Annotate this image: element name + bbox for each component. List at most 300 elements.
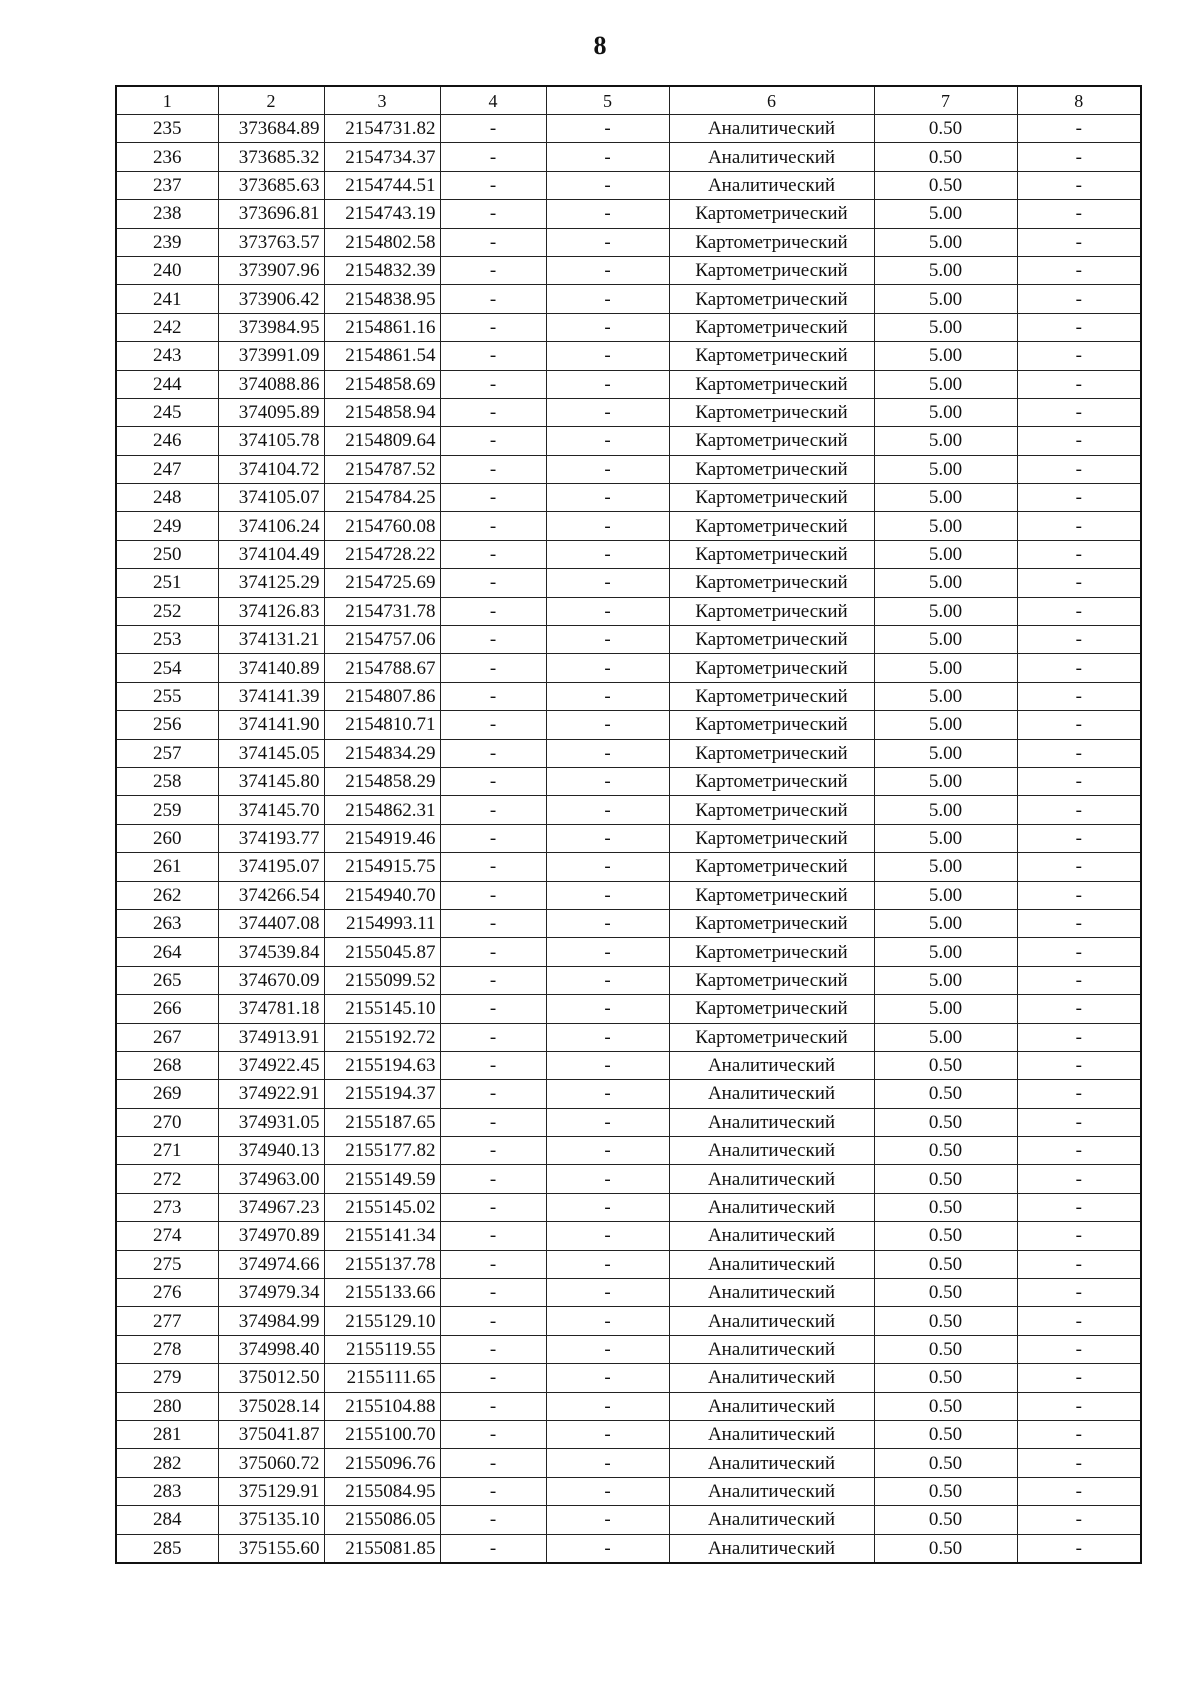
table-cell-col-2: 373685.63 bbox=[218, 171, 324, 199]
table-cell-col-6: Картометрический bbox=[669, 626, 874, 654]
table-row bbox=[116, 597, 1141, 625]
table-cell-col-5: - bbox=[546, 682, 669, 710]
table-cell-col-4: - bbox=[440, 455, 546, 483]
table-cell-col-2: 374984.99 bbox=[218, 1307, 324, 1335]
table-cell-col-6: Картометрический bbox=[669, 370, 874, 398]
table-cell-col-2: 374125.29 bbox=[218, 569, 324, 597]
table-header-row bbox=[116, 86, 1141, 115]
table-cell-col-8: - bbox=[1017, 1392, 1141, 1420]
table-cell-col-1: 269 bbox=[116, 1080, 218, 1108]
table-cell-col-7: 5.00 bbox=[874, 597, 1017, 625]
table-cell-col-5: - bbox=[546, 626, 669, 654]
table-cell-col-8: - bbox=[1017, 1051, 1141, 1079]
table-cell-col-6: Картометрический bbox=[669, 938, 874, 966]
table-cell-col-4: - bbox=[440, 1534, 546, 1563]
table-cell-col-5: - bbox=[546, 739, 669, 767]
table-cell-col-1: 260 bbox=[116, 824, 218, 852]
table-cell-col-2: 373763.57 bbox=[218, 228, 324, 256]
table-cell-col-4: - bbox=[440, 1193, 546, 1221]
table-cell-col-7: 5.00 bbox=[874, 200, 1017, 228]
table-cell-col-5: - bbox=[546, 228, 669, 256]
table-cell-col-5: - bbox=[546, 342, 669, 370]
table-cell-col-7: 0.50 bbox=[874, 1108, 1017, 1136]
table-cell-col-1: 252 bbox=[116, 597, 218, 625]
table-row bbox=[116, 1051, 1141, 1079]
table-cell-col-7: 5.00 bbox=[874, 398, 1017, 426]
table-cell-col-5: - bbox=[546, 966, 669, 994]
table-cell-col-6: Картометрический bbox=[669, 767, 874, 795]
table-cell-col-4: - bbox=[440, 143, 546, 171]
table-cell-col-2: 375135.10 bbox=[218, 1506, 324, 1534]
table-row bbox=[116, 881, 1141, 909]
table-cell-col-4: - bbox=[440, 427, 546, 455]
table-cell-col-3: 2154858.94 bbox=[324, 398, 440, 426]
table-cell-col-6: Картометрический bbox=[669, 654, 874, 682]
table-cell-col-6: Картометрический bbox=[669, 484, 874, 512]
table-cell-col-6: Аналитический bbox=[669, 1392, 874, 1420]
table-cell-col-7: 0.50 bbox=[874, 1335, 1017, 1363]
table-cell-col-8: - bbox=[1017, 512, 1141, 540]
table-cell-col-5: - bbox=[546, 370, 669, 398]
table-cell-col-8: - bbox=[1017, 540, 1141, 568]
table-row bbox=[116, 512, 1141, 540]
table-cell-col-1: 248 bbox=[116, 484, 218, 512]
table-cell-col-7: 5.00 bbox=[874, 484, 1017, 512]
table-row bbox=[116, 1023, 1141, 1051]
table-cell-col-4: - bbox=[440, 881, 546, 909]
table-cell-col-8: - bbox=[1017, 739, 1141, 767]
table-cell-col-5: - bbox=[546, 1506, 669, 1534]
table-cell-col-4: - bbox=[440, 228, 546, 256]
table-cell-col-4: - bbox=[440, 1449, 546, 1477]
table-cell-col-6: Картометрический bbox=[669, 540, 874, 568]
table-cell-col-1: 245 bbox=[116, 398, 218, 426]
table-cell-col-7: 5.00 bbox=[874, 881, 1017, 909]
table-cell-col-4: - bbox=[440, 1137, 546, 1165]
table-cell-col-8: - bbox=[1017, 909, 1141, 937]
table-cell-col-5: - bbox=[546, 313, 669, 341]
table-cell-col-4: - bbox=[440, 313, 546, 341]
table-cell-col-3: 2155111.65 bbox=[324, 1364, 440, 1392]
table-cell-col-2: 373984.95 bbox=[218, 313, 324, 341]
table-cell-col-7: 5.00 bbox=[874, 313, 1017, 341]
table-cell-col-1: 271 bbox=[116, 1137, 218, 1165]
table-cell-col-6: Аналитический bbox=[669, 1506, 874, 1534]
table-cell-col-7: 5.00 bbox=[874, 228, 1017, 256]
table-cell-col-2: 374922.91 bbox=[218, 1080, 324, 1108]
table-cell-col-6: Аналитический bbox=[669, 1477, 874, 1505]
table-cell-col-5: - bbox=[546, 512, 669, 540]
table-cell-col-2: 373906.42 bbox=[218, 285, 324, 313]
table-row bbox=[116, 995, 1141, 1023]
table-row bbox=[116, 909, 1141, 937]
table-cell-col-8: - bbox=[1017, 1193, 1141, 1221]
table-cell-col-7: 0.50 bbox=[874, 1364, 1017, 1392]
table-cell-col-5: - bbox=[546, 881, 669, 909]
table-cell-col-2: 374145.70 bbox=[218, 796, 324, 824]
table-cell-col-5: - bbox=[546, 115, 669, 143]
table-cell-col-3: 2154734.37 bbox=[324, 143, 440, 171]
table-cell-col-4: - bbox=[440, 1335, 546, 1363]
table-cell-col-8: - bbox=[1017, 313, 1141, 341]
table-cell-col-5: - bbox=[546, 484, 669, 512]
table-cell-col-2: 373685.32 bbox=[218, 143, 324, 171]
table-cell-col-3: 2155099.52 bbox=[324, 966, 440, 994]
table-cell-col-7: 0.50 bbox=[874, 1307, 1017, 1335]
table-cell-col-3: 2155145.02 bbox=[324, 1193, 440, 1221]
table-cell-col-7: 5.00 bbox=[874, 256, 1017, 284]
table-cell-col-6: Картометрический bbox=[669, 1023, 874, 1051]
table-cell-col-3: 2155192.72 bbox=[324, 1023, 440, 1051]
table-cell-col-4: - bbox=[440, 853, 546, 881]
table-cell-col-8: - bbox=[1017, 1023, 1141, 1051]
table-body bbox=[116, 115, 1141, 1563]
table-cell-col-8: - bbox=[1017, 796, 1141, 824]
table-row bbox=[116, 171, 1141, 199]
table-cell-col-6: Аналитический bbox=[669, 1335, 874, 1363]
table-cell-col-2: 374104.49 bbox=[218, 540, 324, 568]
table-cell-col-8: - bbox=[1017, 398, 1141, 426]
table-cell-col-4: - bbox=[440, 1307, 546, 1335]
table-cell-col-4: - bbox=[440, 569, 546, 597]
table-cell-col-2: 374670.09 bbox=[218, 966, 324, 994]
table-cell-col-7: 0.50 bbox=[874, 1449, 1017, 1477]
table-cell-col-6: Картометрический bbox=[669, 398, 874, 426]
table-cell-col-4: - bbox=[440, 200, 546, 228]
table-cell-col-4: - bbox=[440, 1364, 546, 1392]
table-cell-col-2: 374105.07 bbox=[218, 484, 324, 512]
table-cell-col-4: - bbox=[440, 1222, 546, 1250]
table-cell-col-4: - bbox=[440, 512, 546, 540]
table-cell-col-8: - bbox=[1017, 370, 1141, 398]
table-cell-col-3: 2154788.67 bbox=[324, 654, 440, 682]
table-cell-col-3: 2154744.51 bbox=[324, 171, 440, 199]
table-cell-col-2: 374967.23 bbox=[218, 1193, 324, 1221]
table-row bbox=[116, 569, 1141, 597]
table-cell-col-5: - bbox=[546, 1137, 669, 1165]
table-cell-col-6: Картометрический bbox=[669, 739, 874, 767]
table-cell-col-8: - bbox=[1017, 200, 1141, 228]
table-cell-col-7: 5.00 bbox=[874, 342, 1017, 370]
table-cell-col-8: - bbox=[1017, 1335, 1141, 1363]
table-cell-col-2: 374095.89 bbox=[218, 398, 324, 426]
table-cell-col-1: 279 bbox=[116, 1364, 218, 1392]
table-cell-col-3: 2155081.85 bbox=[324, 1534, 440, 1563]
table-cell-col-7: 5.00 bbox=[874, 626, 1017, 654]
table-cell-col-3: 2155129.10 bbox=[324, 1307, 440, 1335]
table-cell-col-5: - bbox=[546, 1534, 669, 1563]
table-cell-col-5: - bbox=[546, 1307, 669, 1335]
table-cell-col-4: - bbox=[440, 767, 546, 795]
table-cell-col-2: 375155.60 bbox=[218, 1534, 324, 1563]
table-cell-col-7: 5.00 bbox=[874, 938, 1017, 966]
table-cell-col-6: Аналитический bbox=[669, 1279, 874, 1307]
table-cell-col-7: 0.50 bbox=[874, 1506, 1017, 1534]
table-cell-col-1: 275 bbox=[116, 1250, 218, 1278]
table-cell-col-8: - bbox=[1017, 1279, 1141, 1307]
table-cell-col-6: Аналитический bbox=[669, 143, 874, 171]
table-cell-col-7: 5.00 bbox=[874, 569, 1017, 597]
table-row bbox=[116, 853, 1141, 881]
table-cell-col-6: Аналитический bbox=[669, 1051, 874, 1079]
table-row bbox=[116, 1335, 1141, 1363]
table-cell-col-5: - bbox=[546, 569, 669, 597]
table-cell-col-6: Картометрический bbox=[669, 256, 874, 284]
table-cell-col-7: 5.00 bbox=[874, 995, 1017, 1023]
table-cell-col-7: 0.50 bbox=[874, 143, 1017, 171]
table-cell-col-4: - bbox=[440, 1250, 546, 1278]
table-cell-col-2: 373907.96 bbox=[218, 256, 324, 284]
table-cell-col-6: Аналитический bbox=[669, 1165, 874, 1193]
table-cell-col-5: - bbox=[546, 1165, 669, 1193]
table-cell-col-2: 374195.07 bbox=[218, 853, 324, 881]
table-cell-col-3: 2155187.65 bbox=[324, 1108, 440, 1136]
table-row bbox=[116, 455, 1141, 483]
table-cell-col-4: - bbox=[440, 370, 546, 398]
table-row bbox=[116, 1477, 1141, 1505]
table-row bbox=[116, 938, 1141, 966]
table-cell-col-1: 236 bbox=[116, 143, 218, 171]
page-number: 8 bbox=[593, 31, 607, 60]
table-cell-col-1: 265 bbox=[116, 966, 218, 994]
table-cell-col-1: 238 bbox=[116, 200, 218, 228]
table-cell-col-6: Картометрический bbox=[669, 512, 874, 540]
table-cell-col-5: - bbox=[546, 853, 669, 881]
table-cell-col-6: Картометрический bbox=[669, 427, 874, 455]
table-cell-col-2: 374088.86 bbox=[218, 370, 324, 398]
table-cell-col-6: Картометрический bbox=[669, 909, 874, 937]
table-cell-col-8: - bbox=[1017, 256, 1141, 284]
table-cell-col-6: Картометрический bbox=[669, 455, 874, 483]
table-cell-col-6: Картометрический bbox=[669, 853, 874, 881]
table-row bbox=[116, 1080, 1141, 1108]
table-cell-col-3: 2155145.10 bbox=[324, 995, 440, 1023]
table-row bbox=[116, 228, 1141, 256]
table-cell-col-3: 2155119.55 bbox=[324, 1335, 440, 1363]
table-row bbox=[116, 256, 1141, 284]
table-cell-col-1: 262 bbox=[116, 881, 218, 909]
table-cell-col-5: - bbox=[546, 796, 669, 824]
table-cell-col-4: - bbox=[440, 1420, 546, 1448]
table-row bbox=[116, 1534, 1141, 1563]
table-cell-col-1: 249 bbox=[116, 512, 218, 540]
table-cell-col-1: 239 bbox=[116, 228, 218, 256]
table-cell-col-2: 374104.72 bbox=[218, 455, 324, 483]
table-row bbox=[116, 682, 1141, 710]
table-cell-col-4: - bbox=[440, 626, 546, 654]
table-cell-col-3: 2154858.29 bbox=[324, 767, 440, 795]
table-cell-col-8: - bbox=[1017, 569, 1141, 597]
table-cell-col-4: - bbox=[440, 1279, 546, 1307]
table-cell-col-1: 247 bbox=[116, 455, 218, 483]
column-header-5: 5 bbox=[546, 86, 669, 115]
table-row bbox=[116, 1250, 1141, 1278]
table-cell-col-3: 2154784.25 bbox=[324, 484, 440, 512]
table-cell-col-8: - bbox=[1017, 1108, 1141, 1136]
table-row bbox=[116, 200, 1141, 228]
table-cell-col-2: 374940.13 bbox=[218, 1137, 324, 1165]
table-cell-col-1: 263 bbox=[116, 909, 218, 937]
table-cell-col-7: 0.50 bbox=[874, 1534, 1017, 1563]
table-cell-col-2: 374193.77 bbox=[218, 824, 324, 852]
table-cell-col-2: 374145.80 bbox=[218, 767, 324, 795]
table-cell-col-3: 2154861.16 bbox=[324, 313, 440, 341]
table-cell-col-6: Аналитический bbox=[669, 1364, 874, 1392]
table-cell-col-5: - bbox=[546, 1364, 669, 1392]
table-cell-col-1: 251 bbox=[116, 569, 218, 597]
table-cell-col-1: 235 bbox=[116, 115, 218, 143]
table-row bbox=[116, 484, 1141, 512]
column-header-4: 4 bbox=[440, 86, 546, 115]
table-row bbox=[116, 1222, 1141, 1250]
table-cell-col-6: Аналитический bbox=[669, 1222, 874, 1250]
table-cell-col-3: 2154862.31 bbox=[324, 796, 440, 824]
table-cell-col-4: - bbox=[440, 938, 546, 966]
table-cell-col-6: Аналитический bbox=[669, 171, 874, 199]
table-cell-col-3: 2154858.69 bbox=[324, 370, 440, 398]
table-cell-col-4: - bbox=[440, 597, 546, 625]
table-row bbox=[116, 739, 1141, 767]
table-cell-col-7: 5.00 bbox=[874, 966, 1017, 994]
table-cell-col-8: - bbox=[1017, 966, 1141, 994]
table-cell-col-8: - bbox=[1017, 1250, 1141, 1278]
table-cell-col-2: 374131.21 bbox=[218, 626, 324, 654]
table-cell-col-1: 253 bbox=[116, 626, 218, 654]
table-cell-col-6: Картометрический bbox=[669, 881, 874, 909]
table-row bbox=[116, 1364, 1141, 1392]
table-cell-col-1: 244 bbox=[116, 370, 218, 398]
table-cell-col-5: - bbox=[546, 1392, 669, 1420]
table-cell-col-6: Аналитический bbox=[669, 1449, 874, 1477]
table-row bbox=[116, 1420, 1141, 1448]
table-cell-col-7: 5.00 bbox=[874, 455, 1017, 483]
table-cell-col-7: 5.00 bbox=[874, 1023, 1017, 1051]
table-cell-col-3: 2154787.52 bbox=[324, 455, 440, 483]
table-cell-col-5: - bbox=[546, 1108, 669, 1136]
table-row bbox=[116, 1137, 1141, 1165]
table-cell-col-2: 374922.45 bbox=[218, 1051, 324, 1079]
table-cell-col-2: 373696.81 bbox=[218, 200, 324, 228]
table-cell-col-3: 2154809.64 bbox=[324, 427, 440, 455]
table-cell-col-5: - bbox=[546, 540, 669, 568]
table-cell-col-2: 375012.50 bbox=[218, 1364, 324, 1392]
table-cell-col-5: - bbox=[546, 1477, 669, 1505]
table-cell-col-6: Картометрический bbox=[669, 995, 874, 1023]
table-cell-col-6: Аналитический bbox=[669, 1137, 874, 1165]
table-cell-col-2: 374913.91 bbox=[218, 1023, 324, 1051]
table-cell-col-8: - bbox=[1017, 597, 1141, 625]
table-cell-col-7: 0.50 bbox=[874, 1051, 1017, 1079]
table-cell-col-3: 2154861.54 bbox=[324, 342, 440, 370]
table-cell-col-2: 374145.05 bbox=[218, 739, 324, 767]
table-cell-col-8: - bbox=[1017, 682, 1141, 710]
table-row bbox=[116, 313, 1141, 341]
table-cell-col-6: Картометрический bbox=[669, 285, 874, 313]
table-cell-col-1: 250 bbox=[116, 540, 218, 568]
table-cell-col-3: 2154838.95 bbox=[324, 285, 440, 313]
table-cell-col-1: 246 bbox=[116, 427, 218, 455]
table-cell-col-8: - bbox=[1017, 1364, 1141, 1392]
table-cell-col-2: 374781.18 bbox=[218, 995, 324, 1023]
table-cell-col-7: 0.50 bbox=[874, 115, 1017, 143]
table-cell-col-1: 272 bbox=[116, 1165, 218, 1193]
table-cell-col-2: 373684.89 bbox=[218, 115, 324, 143]
table-cell-col-6: Картометрический bbox=[669, 824, 874, 852]
table-cell-col-6: Аналитический bbox=[669, 115, 874, 143]
table-cell-col-1: 259 bbox=[116, 796, 218, 824]
table-cell-col-7: 5.00 bbox=[874, 427, 1017, 455]
table-cell-col-3: 2154919.46 bbox=[324, 824, 440, 852]
table-cell-col-5: - bbox=[546, 1449, 669, 1477]
table-cell-col-8: - bbox=[1017, 626, 1141, 654]
table-cell-col-6: Аналитический bbox=[669, 1420, 874, 1448]
table-cell-col-4: - bbox=[440, 484, 546, 512]
table-cell-col-7: 0.50 bbox=[874, 1477, 1017, 1505]
table-cell-col-6: Картометрический bbox=[669, 597, 874, 625]
table-cell-col-3: 2154832.39 bbox=[324, 256, 440, 284]
table-cell-col-6: Аналитический bbox=[669, 1307, 874, 1335]
table-cell-col-4: - bbox=[440, 711, 546, 739]
table-cell-col-8: - bbox=[1017, 1307, 1141, 1335]
table-cell-col-7: 5.00 bbox=[874, 824, 1017, 852]
table-cell-col-7: 5.00 bbox=[874, 285, 1017, 313]
table-cell-col-7: 5.00 bbox=[874, 796, 1017, 824]
table-cell-col-7: 0.50 bbox=[874, 1392, 1017, 1420]
table-cell-col-1: 266 bbox=[116, 995, 218, 1023]
table-cell-col-5: - bbox=[546, 711, 669, 739]
table-cell-col-2: 374970.89 bbox=[218, 1222, 324, 1250]
table-cell-col-1: 274 bbox=[116, 1222, 218, 1250]
table-cell-col-8: - bbox=[1017, 285, 1141, 313]
table-cell-col-7: 0.50 bbox=[874, 171, 1017, 199]
table-cell-col-5: - bbox=[546, 1222, 669, 1250]
table-cell-col-4: - bbox=[440, 654, 546, 682]
table-cell-col-3: 2155086.05 bbox=[324, 1506, 440, 1534]
table-row bbox=[116, 1392, 1141, 1420]
table-cell-col-7: 0.50 bbox=[874, 1420, 1017, 1448]
table-cell-col-6: Картометрический bbox=[669, 313, 874, 341]
table-cell-col-6: Картометрический bbox=[669, 569, 874, 597]
table-cell-col-7: 0.50 bbox=[874, 1193, 1017, 1221]
table-row bbox=[116, 398, 1141, 426]
table-cell-col-8: - bbox=[1017, 1477, 1141, 1505]
table-cell-col-8: - bbox=[1017, 228, 1141, 256]
table-row bbox=[116, 1307, 1141, 1335]
table-row bbox=[116, 767, 1141, 795]
table-cell-col-3: 2155137.78 bbox=[324, 1250, 440, 1278]
table-cell-col-5: - bbox=[546, 909, 669, 937]
table-cell-col-2: 375129.91 bbox=[218, 1477, 324, 1505]
table-cell-col-5: - bbox=[546, 1051, 669, 1079]
table-cell-col-4: - bbox=[440, 398, 546, 426]
table-cell-col-4: - bbox=[440, 171, 546, 199]
table-cell-col-7: 0.50 bbox=[874, 1279, 1017, 1307]
table-cell-col-5: - bbox=[546, 824, 669, 852]
table-cell-col-2: 374931.05 bbox=[218, 1108, 324, 1136]
table-row bbox=[116, 1193, 1141, 1221]
table-row bbox=[116, 626, 1141, 654]
table-cell-col-6: Картометрический bbox=[669, 228, 874, 256]
table-cell-col-8: - bbox=[1017, 1222, 1141, 1250]
table-cell-col-6: Аналитический bbox=[669, 1193, 874, 1221]
table-cell-col-1: 237 bbox=[116, 171, 218, 199]
table-cell-col-8: - bbox=[1017, 427, 1141, 455]
table-cell-col-1: 255 bbox=[116, 682, 218, 710]
table-cell-col-1: 264 bbox=[116, 938, 218, 966]
table-cell-col-2: 374126.83 bbox=[218, 597, 324, 625]
table-cell-col-3: 2155141.34 bbox=[324, 1222, 440, 1250]
table-cell-col-1: 242 bbox=[116, 313, 218, 341]
